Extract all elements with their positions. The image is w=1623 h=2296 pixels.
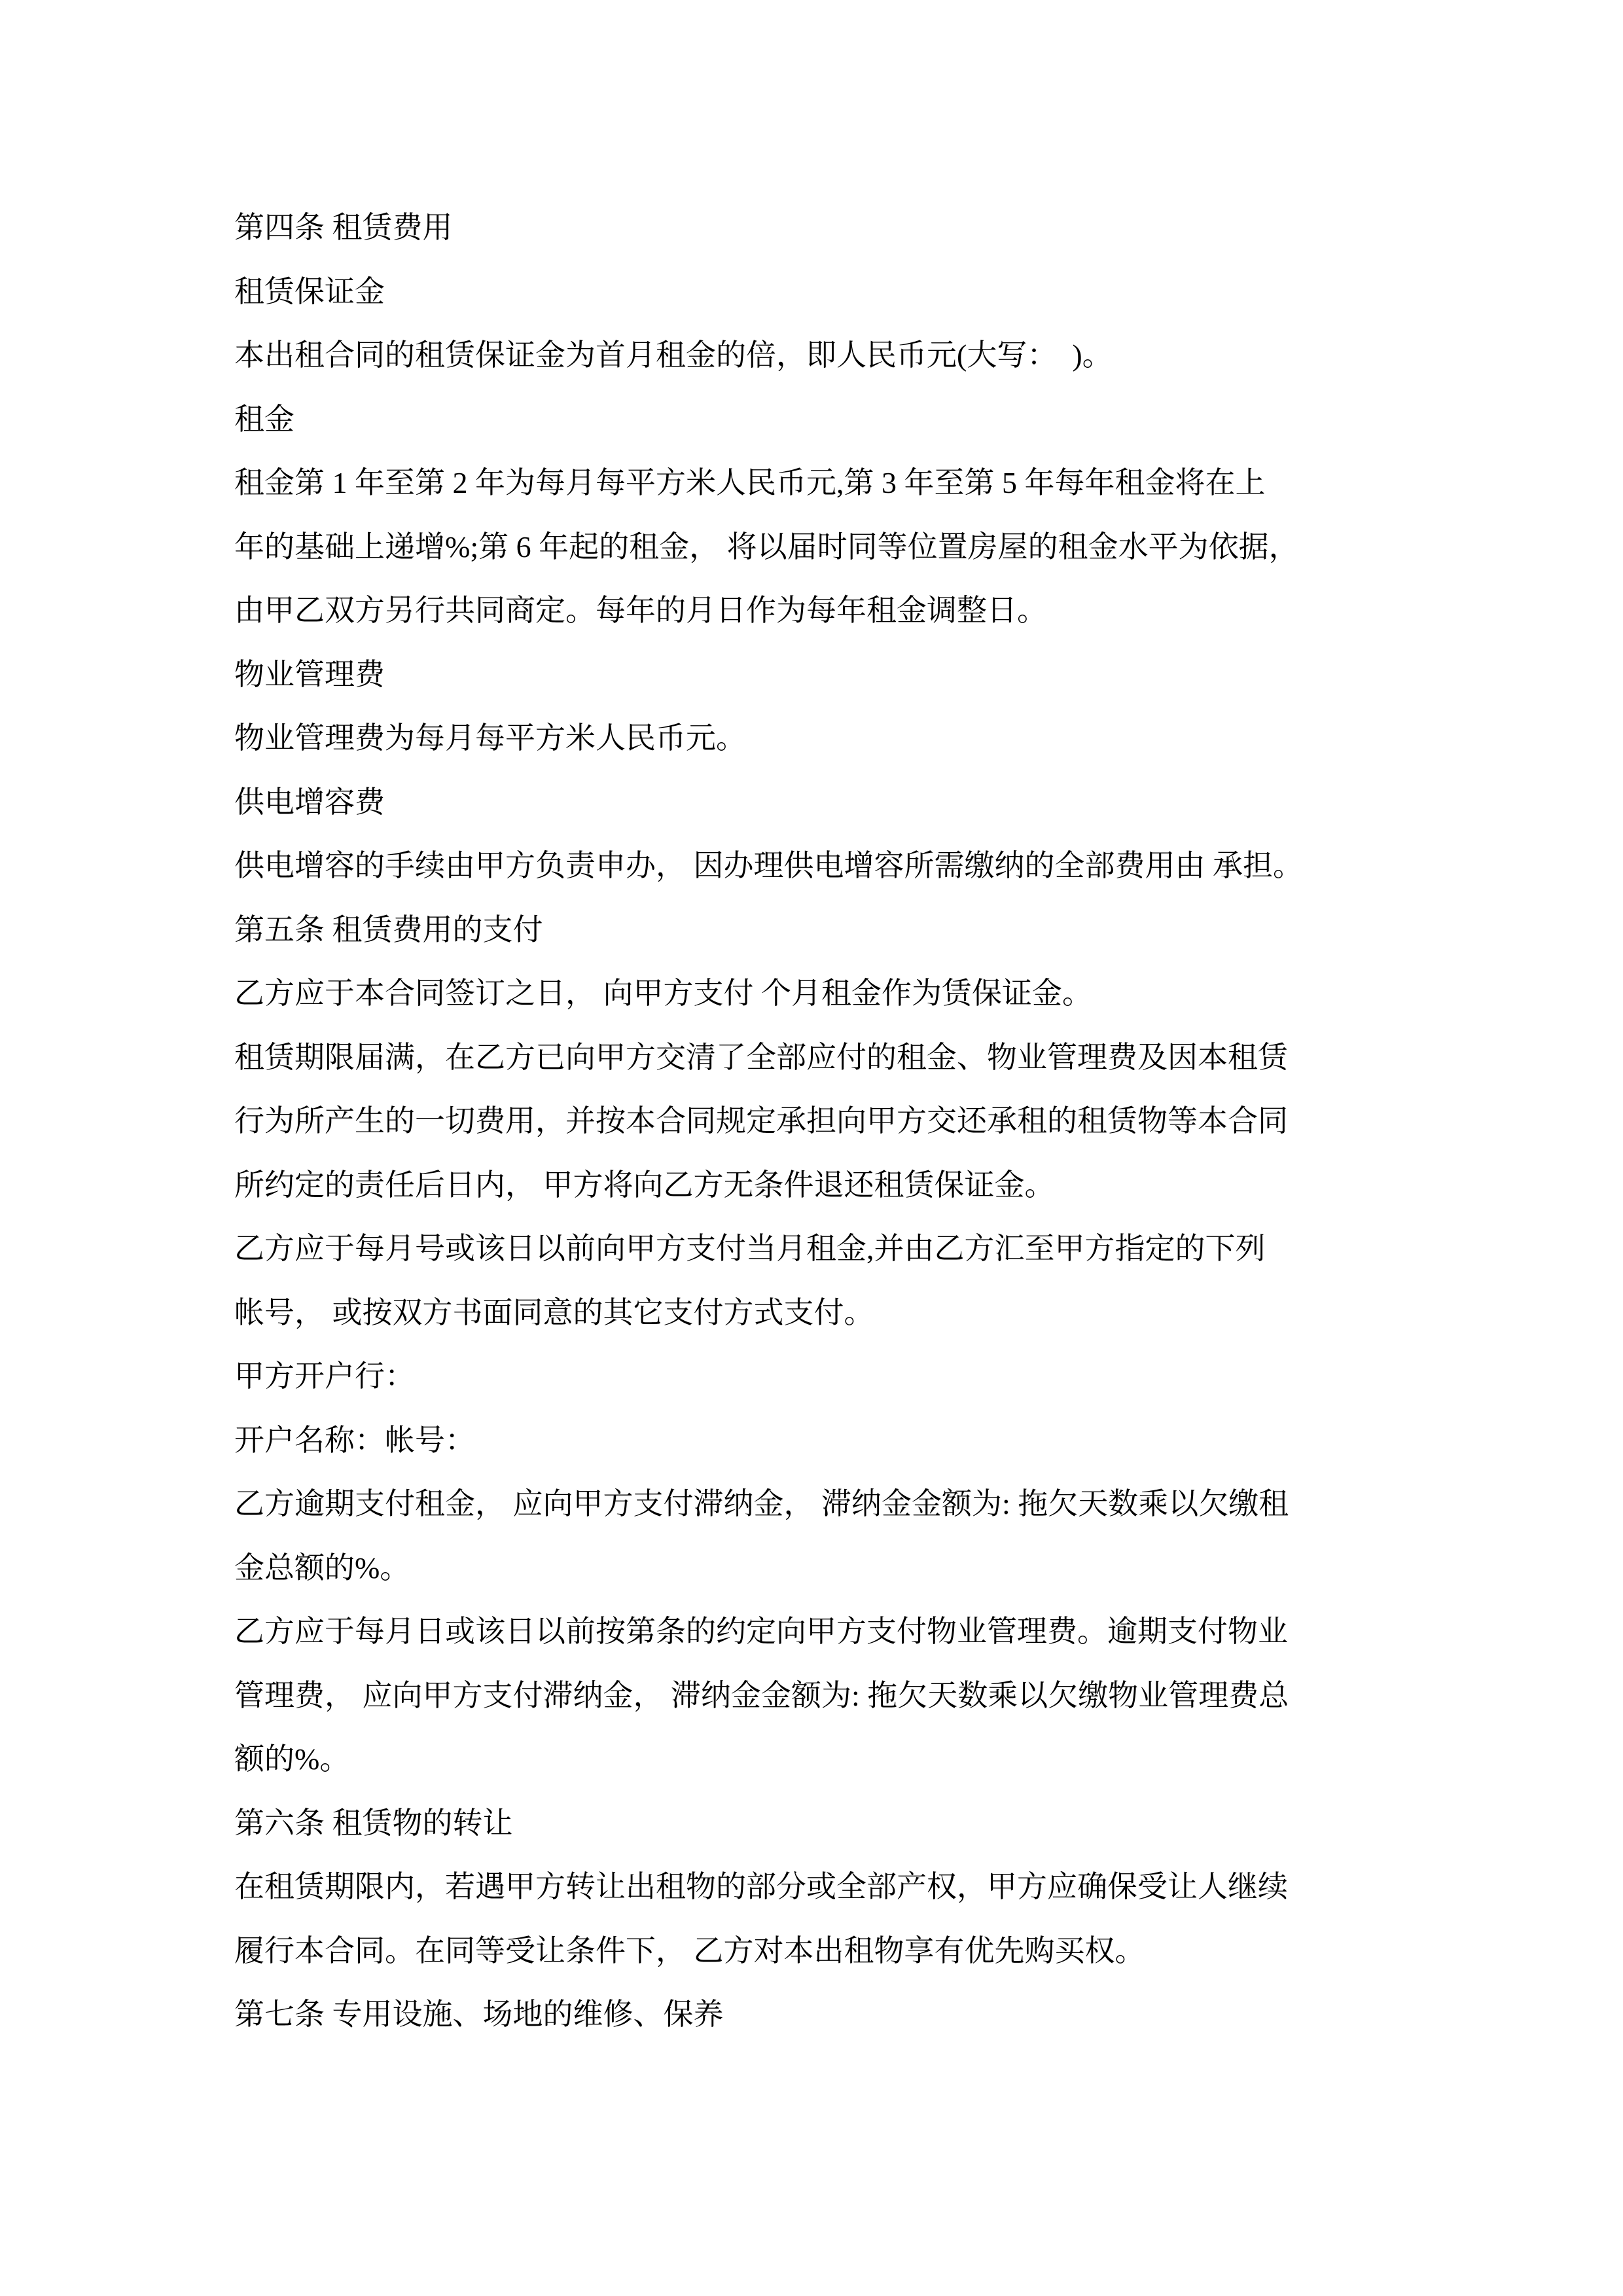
paragraph-line: 乙方应于每月号或该日以前向甲方支付当月租金,并由乙方汇至甲方指定的下列 [234,1232,1266,1265]
paragraph-line: 乙方应于每月日或该日以前按第条的约定向甲方支付物业管理费。逾期支付物业 [234,1615,1288,1648]
paragraph-line: 管理费， 应向甲方支付滞纳金， 滞纳金金额为: 拖欠天数乘以欠缴物业管理费总 [234,1678,1289,1712]
section-label: 租赁保证金 [234,274,385,308]
paragraph-line: 金总额的%。 [234,1551,410,1585]
section-label: 供电增容费 [234,785,385,819]
paragraph-line: 乙方逾期支付租金， 应向甲方支付滞纳金， 滞纳金金额为: 拖欠天数乘以欠缴租 [234,1487,1289,1520]
paragraph-line: 行为所产生的一切费用，并按本合同规定承担向甲方交还承租的租赁物等本合同 [234,1104,1288,1138]
paragraph-line: 在租赁期限内，若遇甲方转让出租物的部分或全部产权，甲方应确保受让人继续 [234,1870,1288,1903]
contract-body [234,196,1412,2047]
paragraph-line: 年的基础上递增%;第 6 年起的租金， 将以届时同等位置房屋的租金水平为依据， [234,529,1299,564]
paragraph-line: 租金第 1 年至第 2 年为每月每平方米人民币元,第 3 年至第 5 年每年租金将在上 [234,466,1266,499]
article-heading: 第六条 租赁物的转让 [234,1806,513,1840]
paragraph-line: 本出租合同的租赁保证金为首月租金的倍，即人民币元(大写： )。 [234,338,1113,372]
account-line: 开户名称：帐号： [234,1423,475,1457]
paragraph-line: 乙方应于本合同签订之日， 向甲方支付 个月租金作为赁保证金。 [234,977,1092,1010]
paragraph-line: 由甲乙双方另行共同商定。每年的月日作为每年租金调整日。 [234,594,1047,627]
paragraph-line: 物业管理费为每月每平方米人民币元。 [234,721,746,755]
paragraph-line: 所约定的责任后日内， 甲方将向乙方无条件退还租赁保证金。 [234,1168,1055,1202]
paragraph-line: 租赁期限届满，在乙方已向甲方交清了全部应付的租金、物业管理费及因本租赁 [234,1040,1288,1074]
article-heading: 第七条 专用设施、场地的维修、保养 [234,1998,724,2031]
paragraph-line: 帐号， 或按双方书面同意的其它支付方式支付。 [234,1295,874,1329]
paragraph-line: 额的%。 [234,1742,350,1776]
article-heading: 第五条 租赁费用的支付 [234,912,543,946]
article-heading: 第四条 租赁费用 [234,211,453,244]
paragraph-line: 履行本合同。在同等受让条件下， 乙方对本出租物享有优先购买权。 [234,1933,1145,1967]
paragraph-line: 供电增容的手续由甲方负责申办， 因办理供电增容所需缴纳的全部费用由 承担。 [234,849,1303,882]
section-label: 物业管理费 [234,657,385,691]
bank-branch-line: 甲方开户行： [234,1359,415,1393]
section-label: 租金 [234,402,294,436]
